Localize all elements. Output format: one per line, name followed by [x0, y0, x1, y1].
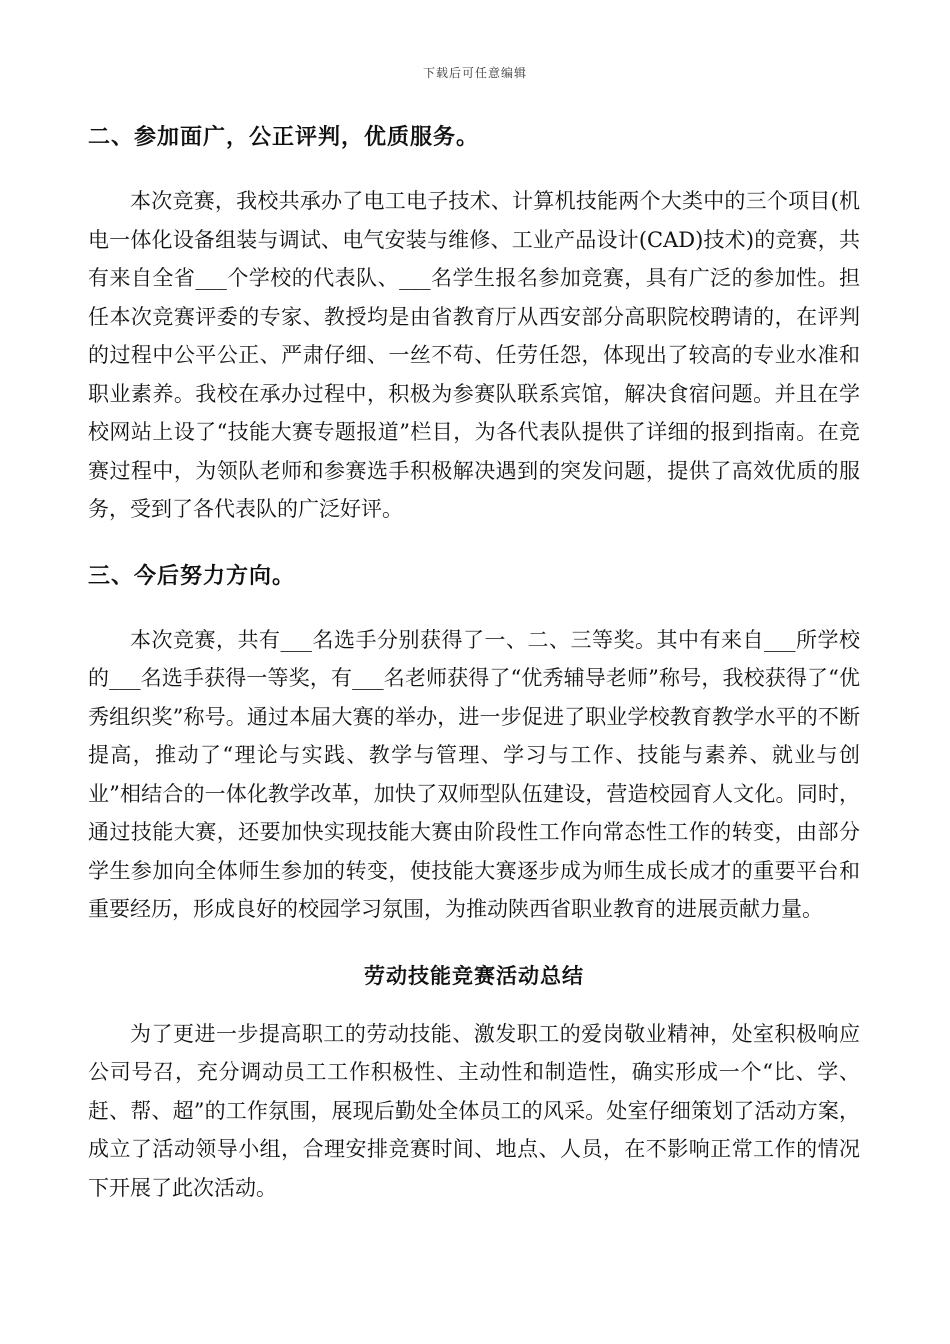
section-2-paragraph: 本次竞赛，我校共承办了电工电子技术、计算机技能两个大类中的三个项目(机电一体化设备组装与调试、电气安装与维修、工业产品设计(CAD)技术)的竞赛，共有来自全省___个学校的代表队、___名学生报名参加竞赛，具有广泛的参加性。担任本次竞赛评委的专家、教授均是由省教育厅从西安部分高职院校聘请的，在评判的过程中公平公正、严肃仔细、一丝不苟、任劳任怨，体现出了较高的专业水准和职业素养。我校在承办过程中，积极为参赛队联系宾馆，解决食宿问题。并且在学校网站上设了“技能大赛专题报道”栏目，为各代表队提供了详细的报到指南。在竞赛过程中，为领队老师和参赛选手积极解决遇到的突发问题，提供了高效优质的服务，受到了各代表队的广泛好评。 [88, 189, 860, 521]
spacer [88, 529, 860, 557]
document-body [88, 118, 860, 1207]
spacer [88, 929, 860, 957]
section-3-heading: 三、今后努力方向。 [88, 562, 296, 589]
section-3-paragraph: 本次竞赛，共有___名选手分别获得了一、二、三等奖。其中有来自___所学校的___名选手获得一等奖，有___名老师获得了“优秀辅导老师”称号，我校获得了“优秀组织奖”称号。通过本届大赛的举办，进一步促进了职业学校教育教学水平的不断提高，推动了“理论与实践、教学与管理、学习与工作、技能与素养、就业与创业”相结合的一体化教学改革，加快了双师型队伍建设，营造校园育人文化。同时，通过技能大赛，还要加快实现技能大赛由阶段性工作向常态性工作的转变，由部分学生参加向全体师生参加的转变，使技能大赛逐步成为师生成长成才的重要平台和重要经历，形成良好的校园学习氛围，为推动陕西省职业教育的进展贡献力量。 [88, 627, 860, 921]
section-2-heading: 二、参加面广，公正评判，优质服务。 [88, 124, 480, 150]
article-paragraph: 为了更进一步提高职工的劳动技能、激发职工的爱岗敬业精神，处室积极响应公司号召，充分调动员工工作积极性、主动性和制造性，确实形成一个“比、学、赶、帮、超”的工作氛围，展现后勤处全体员工的风采。处室仔细策划了活动方案，成立了活动领导小组，合理安排竞赛时间、地点、人员，在不影响正常工作的情况下开展了此次活动。 [88, 1021, 860, 1200]
article-title: 劳动技能竞赛活动总结 [364, 962, 584, 988]
header-note: 下载后可任意编辑 [422, 66, 527, 80]
